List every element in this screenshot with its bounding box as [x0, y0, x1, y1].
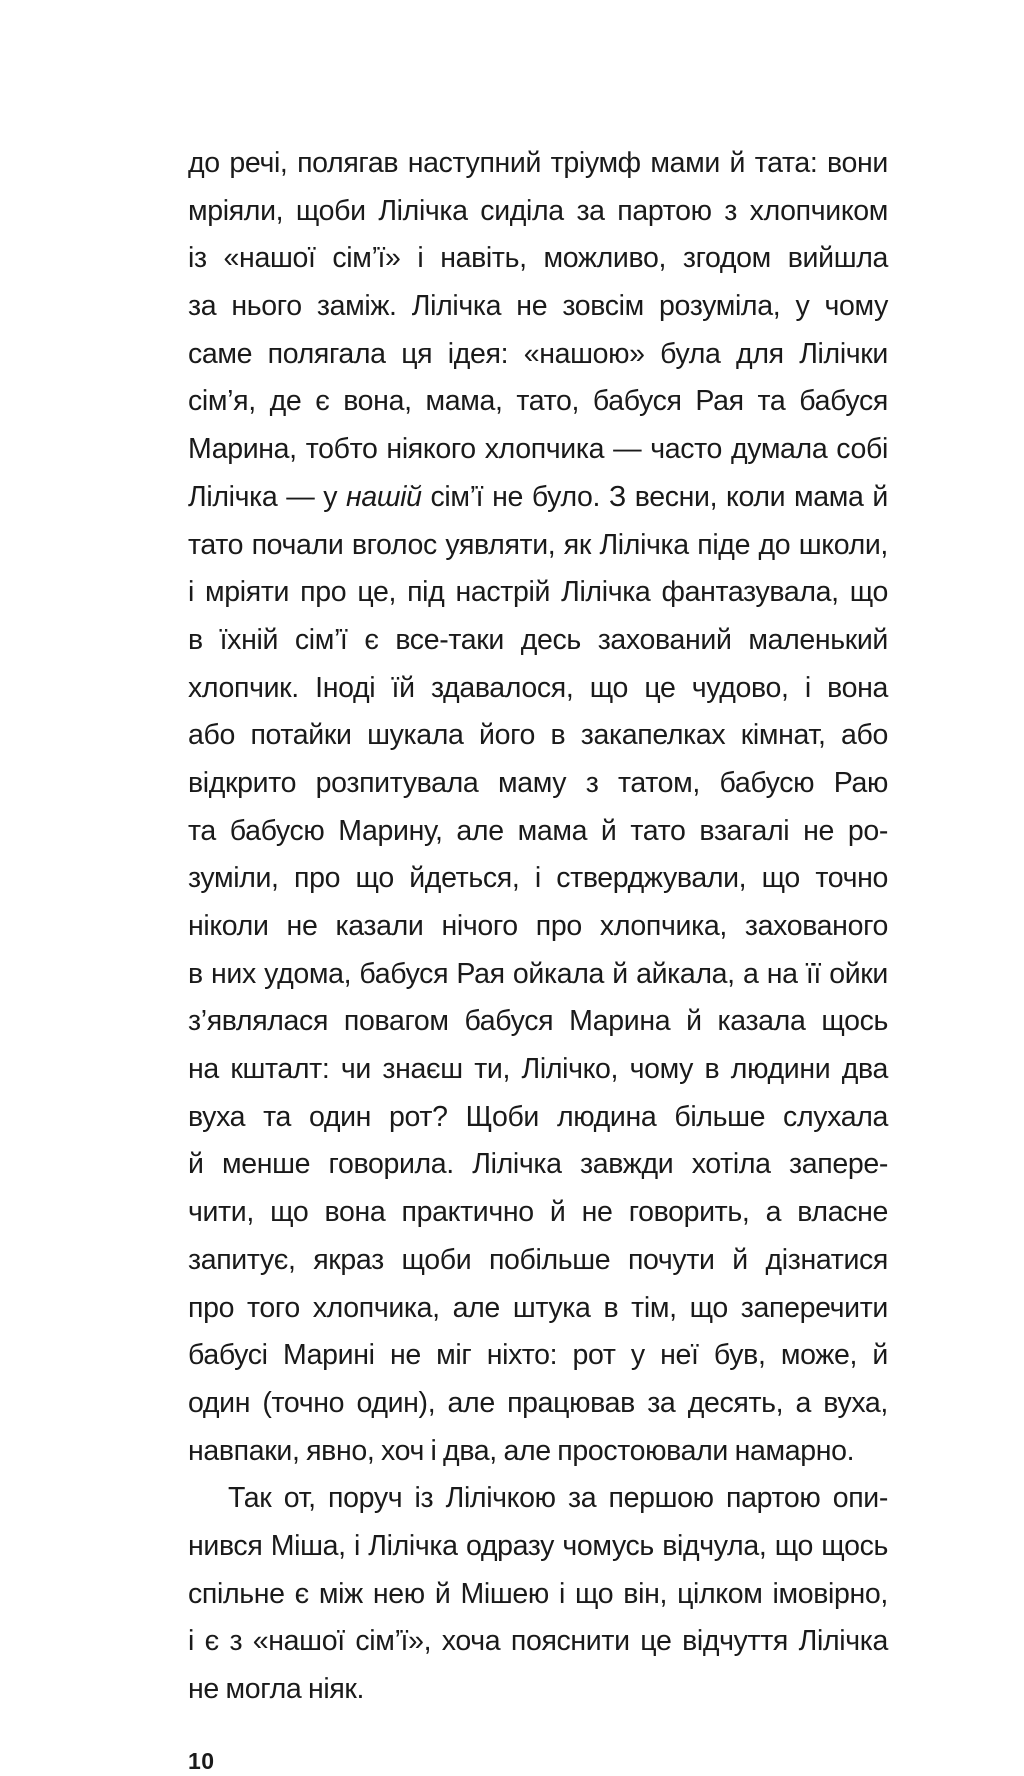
- text-line: Лілічка — у нашій сім’ї не було. З весни, коли мама й: [188, 480, 888, 513]
- paragraph: [188, 1475, 888, 1713]
- text-line: в них удома, бабуся Рая ойкала й айкала, а на її ойки: [188, 957, 888, 990]
- emphasis-text: нашій: [346, 480, 422, 513]
- text-line: чити, що вона практично й не говорить, а власне: [188, 1196, 888, 1229]
- body-text: [188, 140, 888, 1714]
- text-line: мріяли, щоби Лілічка сиділа за партою з хлопчиком: [188, 194, 888, 227]
- text-line: й менше говорила. Лілічка завжди хотіла запере-: [188, 1148, 888, 1181]
- text-line: і мріяти про це, під настрій Лілічка фантазувала, що: [188, 576, 888, 609]
- text-line: до речі, полягав наступний тріумф мами й тата: вони: [188, 147, 888, 179]
- text-line: не могла ніяк.: [188, 1673, 365, 1705]
- text-line: за нього заміж. Лілічка не зовсім розуміла, у чому: [188, 290, 888, 323]
- page-number: 10: [188, 1748, 215, 1774]
- text-line: запитує, якраз щоби побільше почути й дізнатися: [188, 1243, 888, 1276]
- text-line: або потайки шукала його в закапелках кімнат, або: [188, 719, 888, 752]
- text-line: зуміли, про що йдеться, і стверджували, що точно: [188, 862, 888, 895]
- text-line: тато почали вголос уявляти, як Лілічка піде до школи,: [188, 528, 888, 561]
- text-line: Так от, поруч із Лілічкою за першою партою опи-: [228, 1482, 888, 1515]
- text-line: ніколи не казали нічого про хлопчика, захованого: [188, 910, 888, 942]
- text-line: спільне є між нею й Мішею і що він, цілком імовірно,: [188, 1577, 888, 1610]
- text-line: і є з «нашої сім’ї», хоча пояснити це відчуття Лілічка: [188, 1625, 888, 1658]
- text-line: вуха та один рот? Щоби людина більше слухала: [188, 1100, 888, 1133]
- text-line: навпаки, явно, хоч і два, але простоювали намарно.: [188, 1434, 855, 1467]
- text-line: відкрито розпитувала маму з татом, бабусю Раю: [188, 766, 888, 799]
- text-line: із «нашої сім’ї» і навіть, можливо, згодом вийшла: [188, 242, 888, 275]
- text-line: хлопчик. Іноді їй здавалося, що це чудово, і вона: [188, 671, 888, 704]
- text-line: один (точно один), але працював за десять, а вуха,: [188, 1386, 888, 1419]
- text-line: з’являлася повагом бабуся Марина й казала щось: [188, 1005, 888, 1038]
- text-line: нився Міша, і Лілічка одразу чомусь відчула, що щось: [188, 1529, 888, 1562]
- text-line: та бабусю Марину, але мама й тато взагалі не ро-: [188, 814, 888, 847]
- text-line: про того хлопчика, але штука в тім, що заперечити: [188, 1291, 888, 1324]
- text-line: на кшталт: чи знаєш ти, Лілічко, чому в людини два: [188, 1053, 888, 1086]
- text-line: Марина, тобто ніякого хлопчика — часто думала собі: [188, 433, 888, 466]
- text-line: сім’я, де є вона, мама, тато, бабуся Рая та бабуся: [188, 385, 888, 418]
- text-line: саме полягала ця ідея: «нашою» була для Лілічки: [188, 337, 888, 370]
- paragraph: [188, 140, 888, 1475]
- text-line: бабусі Марині не міг ніхто: рот у неї був, може, й: [188, 1339, 888, 1372]
- text-line: в їхній сім’ї є все-таки десь захований маленький: [188, 623, 888, 656]
